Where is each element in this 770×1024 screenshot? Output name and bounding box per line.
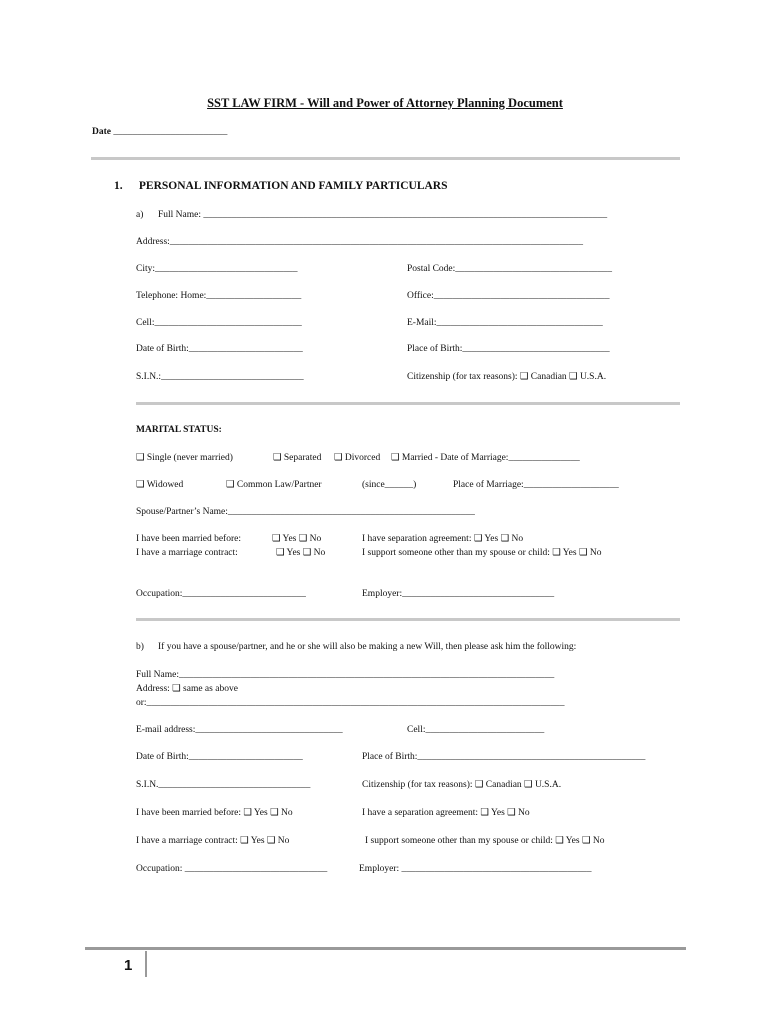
- married-before-options[interactable]: ❑ Yes ❑ No: [272, 534, 322, 544]
- cell-field[interactable]: Cell:_______________________________: [136, 318, 302, 328]
- office-field[interactable]: Office:_____________________________________: [407, 291, 610, 301]
- document-title: SST LAW FIRM - Will and Power of Attorney Planning Document: [207, 96, 563, 110]
- address-field[interactable]: Address:_______________________________________________________________________________________: [136, 237, 584, 247]
- divider: [91, 157, 680, 160]
- widowed-checkbox[interactable]: ❑ Widowed: [136, 480, 184, 490]
- employer-field[interactable]: Employer:________________________________: [362, 589, 555, 599]
- occupation-field[interactable]: Occupation:__________________________: [136, 589, 306, 599]
- place-of-birth-field[interactable]: Place of Birth:_______________________________: [407, 344, 610, 354]
- date-label: Date: [92, 127, 111, 137]
- spouse-address-checkbox[interactable]: Address: ❑ same as above: [136, 684, 238, 694]
- spouse-employer-field[interactable]: Employer: ________________________________________: [359, 864, 592, 874]
- divider: [136, 402, 680, 405]
- section-heading: [114, 180, 448, 192]
- place-of-marriage-field[interactable]: Place of Marriage:____________________: [453, 480, 619, 490]
- date-field[interactable]: [92, 127, 227, 137]
- part-b-intro: If you have a spouse/partner, and he or she will also be making a new Will, then please ask him the following:: [158, 642, 577, 652]
- part-a-letter: a): [136, 210, 144, 220]
- full-name-field[interactable]: Full Name: _____________________________________________________________________________________: [158, 210, 608, 220]
- footer-rule: [85, 947, 686, 950]
- spouse-separation-options[interactable]: I have a separation agreement: ❑ Yes ❑ No: [362, 808, 530, 818]
- date-of-birth-field[interactable]: Date of Birth:________________________: [136, 344, 303, 354]
- section-number: 1.: [114, 180, 123, 192]
- page-number-bar: [145, 951, 147, 977]
- spouse-email-field[interactable]: E-mail address:_______________________________: [136, 725, 343, 735]
- spouse-occupation-field[interactable]: Occupation: ______________________________: [136, 864, 328, 874]
- spouse-married-before-options[interactable]: I have been married before: ❑ Yes ❑ No: [136, 808, 293, 818]
- spouse-full-name-field[interactable]: Full Name:_______________________________________________________________________________: [136, 670, 555, 680]
- page-number: 1: [124, 957, 133, 974]
- marital-status-heading: MARITAL STATUS:: [136, 425, 222, 435]
- section-title: PERSONAL INFORMATION AND FAMILY PARTICULARS: [138, 180, 448, 192]
- email-field[interactable]: E-Mail:___________________________________: [407, 318, 603, 328]
- divider: [136, 618, 680, 621]
- citizenship-field[interactable]: Citizenship (for tax reasons): ❑ Canadian ❑ U.S.A.: [407, 372, 607, 382]
- divorced-checkbox[interactable]: ❑ Divorced: [334, 453, 381, 463]
- married-checkbox[interactable]: ❑ Married - Date of Marriage:_______________: [391, 453, 580, 463]
- support-options[interactable]: I support someone other than my spouse or child: ❑ Yes ❑ No: [362, 548, 602, 558]
- marriage-contract-label: I have a marriage contract:: [136, 548, 238, 558]
- spouse-citizenship-field[interactable]: Citizenship (for tax reasons): ❑ Canadian ❑ U.S.A.: [362, 780, 562, 790]
- spouse-name-field[interactable]: Spouse/Partner’s Name:____________________________________________________: [136, 507, 475, 517]
- spouse-sin-field[interactable]: S.I.N.________________________________: [136, 780, 311, 790]
- spouse-support-options[interactable]: I support someone other than my spouse or child: ❑ Yes ❑ No: [365, 836, 605, 846]
- spouse-marriage-contract-options[interactable]: I have a marriage contract: ❑ Yes ❑ No: [136, 836, 290, 846]
- telephone-home-field[interactable]: Telephone: Home:____________________: [136, 291, 302, 301]
- single-checkbox[interactable]: ❑ Single (never married): [136, 453, 233, 463]
- marriage-contract-options[interactable]: ❑ Yes ❑ No: [276, 548, 326, 558]
- city-field[interactable]: City:______________________________: [136, 264, 298, 274]
- since-field[interactable]: (since______): [362, 480, 417, 490]
- separated-checkbox[interactable]: ❑ Separated: [273, 453, 322, 463]
- spouse-pob-field[interactable]: Place of Birth:________________________________________________: [362, 752, 646, 762]
- date-line: ________________________: [113, 127, 228, 137]
- part-b-letter: b): [136, 642, 144, 652]
- common-law-checkbox[interactable]: ❑ Common Law/Partner: [226, 480, 322, 490]
- spouse-address-field[interactable]: or:________________________________________________________________________________________: [136, 698, 565, 708]
- postal-code-field[interactable]: Postal Code:_________________________________: [407, 264, 613, 274]
- spouse-dob-field[interactable]: Date of Birth:________________________: [136, 752, 303, 762]
- separation-agreement-options[interactable]: I have separation agreement: ❑ Yes ❑ No: [362, 534, 524, 544]
- married-before-label: I have been married before:: [136, 534, 241, 544]
- sin-field[interactable]: S.I.N.:______________________________: [136, 372, 304, 382]
- spouse-cell-field[interactable]: Cell:_________________________: [407, 725, 545, 735]
